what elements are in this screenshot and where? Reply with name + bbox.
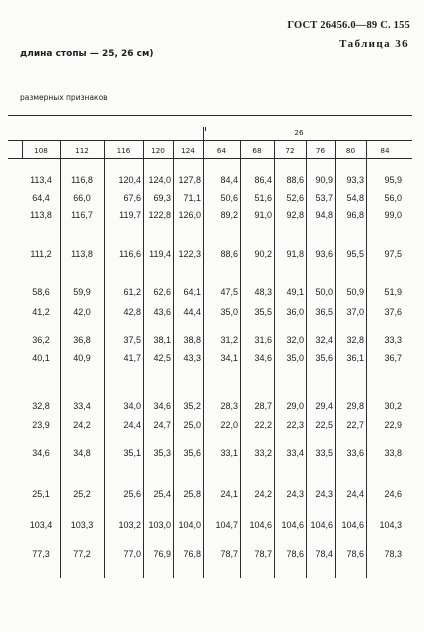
table-cell: 90,9 <box>315 175 333 185</box>
table-cell: 37,6 <box>384 307 402 317</box>
table-cell: 37,5 <box>123 335 141 345</box>
table-cell: 36,8 <box>73 335 91 345</box>
table-cell: 32,8 <box>32 401 50 411</box>
table-cell: 78,6 <box>346 549 364 559</box>
table-cell: 36,2 <box>32 335 50 345</box>
table-cell: 54,8 <box>346 193 364 203</box>
column-header: 84 <box>380 146 390 155</box>
column-header: 76 <box>315 146 326 155</box>
table-cell: 22,3 <box>286 420 304 430</box>
table-cell: 24,4 <box>346 489 364 499</box>
table-cell: 25,8 <box>183 489 201 499</box>
table-cell: 25,6 <box>123 489 141 499</box>
table-cell: 32,0 <box>286 335 304 345</box>
table-cell: 91,0 <box>254 210 272 220</box>
table-cell: 40,1 <box>32 353 50 363</box>
table-cell: 78,7 <box>254 549 272 559</box>
table-cell: 24,7 <box>153 420 171 430</box>
table-cell: 31,6 <box>254 335 272 345</box>
table-cell: 42,5 <box>153 353 171 363</box>
table-cell: 94,8 <box>315 210 333 220</box>
table-cell: 95,5 <box>346 249 364 259</box>
table-cell: 47,5 <box>220 287 238 297</box>
table-cell: 78,7 <box>220 549 238 559</box>
table-cell: 24,2 <box>73 420 91 430</box>
table-cell: 33,5 <box>315 448 333 458</box>
table-cell: 34,8 <box>73 448 91 458</box>
column-header: 112 <box>75 146 89 155</box>
table-cell: 113,8 <box>30 210 52 220</box>
table-cell: 35,6 <box>315 353 333 363</box>
table-cell: 126,0 <box>178 210 201 220</box>
table-cell: 89,2 <box>220 210 238 220</box>
table-cell: 41,7 <box>123 353 141 363</box>
table-cell: 33,4 <box>286 448 304 458</box>
table-cell: 22,2 <box>254 420 272 430</box>
table-cell: 77,2 <box>73 549 91 559</box>
table-cell: 104,6 <box>281 520 304 530</box>
table-cell: 103,0 <box>148 520 171 530</box>
table-cell: 119,4 <box>149 249 171 259</box>
table-cell: 104,6 <box>310 520 333 530</box>
table-cell: 35,5 <box>254 307 272 317</box>
table-cell: 88,6 <box>220 249 238 259</box>
table-cell: 43,6 <box>153 307 171 317</box>
table-cell: 25,2 <box>73 489 91 499</box>
table-cell: 33,2 <box>254 448 272 458</box>
rule-header-mid <box>8 140 412 141</box>
table-number-label: Таблица 36 <box>339 38 409 50</box>
table-cell: 104,6 <box>341 520 364 530</box>
table-cell: 28,3 <box>220 401 238 411</box>
column-header: 80 <box>345 146 356 155</box>
table-cell: 23,9 <box>32 420 50 430</box>
table-cell: 34,6 <box>32 448 50 458</box>
table-cell: 22,0 <box>220 420 238 430</box>
table-cell: 25,4 <box>153 489 171 499</box>
table-cell: 35,0 <box>286 353 304 363</box>
table-cell: 91,8 <box>286 249 304 259</box>
table-cell: 51,6 <box>254 193 272 203</box>
table-cell: 103,4 <box>29 520 53 530</box>
table-cell: 31,2 <box>220 335 238 345</box>
table-cell: 93,6 <box>315 249 333 259</box>
table-subtitle: длина стопы — 25, 26 см) <box>20 49 154 59</box>
rule-top <box>8 115 412 116</box>
table-cell: 116,7 <box>71 210 93 220</box>
table-cell: 96,8 <box>346 210 364 220</box>
column-group-caption: размерных признаков <box>20 93 108 102</box>
table-cell: 119,7 <box>119 210 141 220</box>
table-cell: 71,1 <box>183 193 201 203</box>
table-cell: 38,1 <box>153 335 171 345</box>
table-cell: 43,3 <box>183 353 201 363</box>
table-cell: 97,5 <box>384 249 402 259</box>
table-cell: 49,1 <box>286 287 304 297</box>
table-cell: 25,1 <box>32 489 50 499</box>
page-header-standard: ГОСТ 26456.0—89 С. 155 <box>287 20 410 31</box>
column-header: 68 <box>252 146 262 155</box>
table-cell: 42,8 <box>123 307 141 317</box>
table-cell: 104,0 <box>178 520 201 530</box>
table-cell: 36,5 <box>315 307 333 317</box>
table-cell: 76,8 <box>183 549 201 559</box>
column-divider-left <box>22 141 23 158</box>
table-cell: 50,9 <box>346 287 364 297</box>
column-header: 72 <box>285 146 295 155</box>
table-cell: 33,4 <box>73 401 91 411</box>
table-cell: 103,2 <box>118 520 141 530</box>
table-cell: 58,6 <box>32 287 50 297</box>
table-cell: 76,9 <box>153 549 171 559</box>
table-cell: 35,6 <box>183 448 201 458</box>
table-cell: 86,4 <box>254 175 272 185</box>
table-cell: 59,9 <box>73 287 91 297</box>
table-cell: 69,3 <box>153 193 171 203</box>
table-cell: 40,9 <box>73 353 91 363</box>
table-cell: 41,2 <box>32 307 50 317</box>
table-cell: 24,6 <box>384 489 402 499</box>
table-cell: 111,2 <box>30 249 52 259</box>
table-cell: 44,4 <box>183 307 201 317</box>
table-cell: 120,4 <box>118 175 141 185</box>
table-cell: 29,4 <box>315 401 333 411</box>
table-cell: 48,3 <box>254 287 272 297</box>
table-cell: 22,7 <box>346 420 364 430</box>
table-cell: 99,0 <box>384 210 402 220</box>
column-header: 120 <box>151 146 165 155</box>
table-cell: 104,7 <box>215 520 238 530</box>
table-cell: 36,1 <box>346 353 364 363</box>
table-cell: 32,8 <box>346 335 364 345</box>
table-cell: 53,7 <box>315 193 333 203</box>
column-header: 64 <box>216 146 227 155</box>
table-cell: 113,8 <box>71 249 93 259</box>
rule-header-bottom <box>8 158 412 159</box>
table-cell: 33,6 <box>346 448 364 458</box>
table-cell: 32,4 <box>315 335 333 345</box>
table-cell: 34,6 <box>153 401 171 411</box>
table-cell: 93,3 <box>346 175 364 185</box>
table-cell: 122,3 <box>178 249 201 259</box>
group-separator <box>203 127 204 141</box>
table-cell: 78,6 <box>286 549 304 559</box>
table-cell: 92,8 <box>286 210 304 220</box>
table-cell: 95,9 <box>384 175 402 185</box>
table-cell: 50,0 <box>315 287 333 297</box>
table-cell: 64,1 <box>183 287 201 297</box>
table-cell: 38,8 <box>183 335 201 345</box>
column-header: 116 <box>116 146 131 155</box>
table-cell: 33,3 <box>384 335 402 345</box>
table-cell: 77,3 <box>32 549 50 559</box>
table-cell: 29,8 <box>346 401 364 411</box>
table-cell: 29,0 <box>286 401 304 411</box>
table-cell: 24,4 <box>123 420 141 430</box>
table-cell: 56,0 <box>384 193 402 203</box>
table-cell: 22,9 <box>384 420 402 430</box>
table-cell: 34,0 <box>123 401 141 411</box>
table-cell: 25,0 <box>183 420 201 430</box>
table-cell: 42,0 <box>73 307 91 317</box>
table-cell: 50,6 <box>220 193 238 203</box>
table-cell: 37,0 <box>346 307 364 317</box>
table-cell: 116,6 <box>119 249 141 259</box>
table-cell: 34,1 <box>220 353 238 363</box>
table-cell: 78,4 <box>315 549 333 559</box>
table-cell: 67,6 <box>123 193 141 203</box>
table-cell: 77,0 <box>123 549 141 559</box>
table-cell: 66,0 <box>73 193 91 203</box>
table-cell: 84,4 <box>220 175 238 185</box>
table-cell: 61,2 <box>123 287 141 297</box>
table-cell: 64,4 <box>32 193 50 203</box>
table-cell: 35,3 <box>153 448 171 458</box>
table-cell: 35,1 <box>123 448 141 458</box>
table-cell: 90,2 <box>254 249 272 259</box>
table-cell: 113,4 <box>30 175 52 185</box>
table-cell: 103,3 <box>70 520 94 530</box>
table-cell: 35,0 <box>220 307 238 317</box>
column-group-label: 26 <box>294 128 304 137</box>
table-cell: 30,2 <box>384 401 402 411</box>
table-cell: 24,2 <box>254 489 272 499</box>
table-cell: 33,1 <box>220 448 238 458</box>
table-cell: 24,1 <box>220 489 238 499</box>
table-cell: 35,2 <box>183 401 201 411</box>
table-cell: 36,0 <box>286 307 304 317</box>
table-cell: 34,6 <box>254 353 272 363</box>
table-cell: 124,0 <box>148 175 171 185</box>
table-cell: 116,8 <box>71 175 93 185</box>
table-cell: 127,8 <box>178 175 201 185</box>
table-cell: 22,5 <box>315 420 333 430</box>
table-cell: 51,9 <box>384 287 402 297</box>
table-cell: 78,3 <box>384 549 402 559</box>
table-cell: 122,8 <box>148 210 171 220</box>
table-cell: 52,6 <box>286 193 304 203</box>
table-cell: 104,3 <box>379 520 402 530</box>
table-cell: 104,6 <box>249 520 272 530</box>
group-separator-hook <box>205 127 206 131</box>
table-cell: 36,7 <box>384 353 402 363</box>
table-cell: 88,6 <box>286 175 304 185</box>
table-cell: 33,8 <box>384 448 402 458</box>
table-cell: 24,3 <box>315 489 333 499</box>
table-cell: 28,7 <box>254 401 272 411</box>
table-cell: 62,6 <box>153 287 171 297</box>
column-header: 124 <box>181 146 195 155</box>
column-header: 108 <box>34 146 48 155</box>
table-cell: 24,3 <box>286 489 304 499</box>
